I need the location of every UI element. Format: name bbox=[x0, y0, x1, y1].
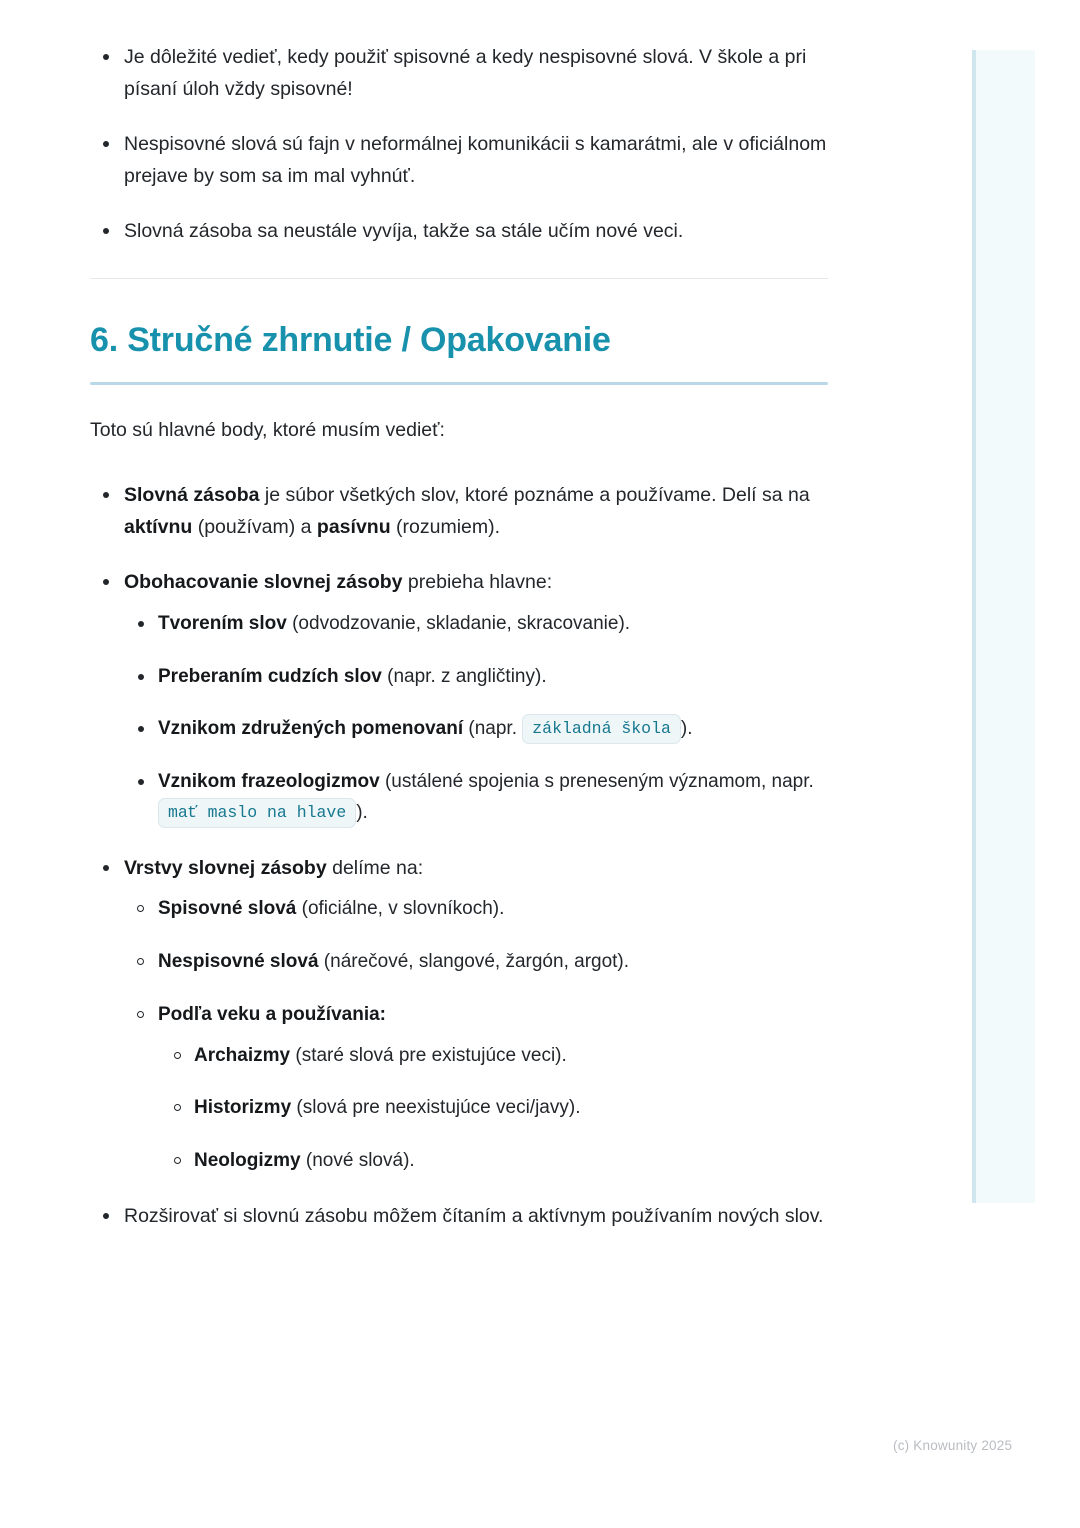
term-label: aktívnu bbox=[124, 515, 193, 538]
sublist-layers bbox=[124, 894, 830, 1177]
term-description: delíme na: bbox=[326, 856, 424, 879]
term-description: prebieha hlavne: bbox=[402, 571, 553, 594]
term-label: Vznikom frazeologizmov bbox=[158, 771, 380, 793]
summary-bullet-list bbox=[90, 480, 830, 1232]
bullet-text: Slovná zásoba sa neustále vyvíja, takže sa stále učím nové veci. bbox=[124, 220, 684, 243]
term-label: Neologizmy bbox=[194, 1150, 301, 1172]
term-description: ). bbox=[680, 718, 693, 740]
term-label: Obohacovanie slovnej zásoby bbox=[124, 571, 403, 594]
term-label: Vznikom združených pomenovaní bbox=[158, 718, 464, 740]
list-item bbox=[90, 1201, 830, 1233]
term-label: Vrstvy slovnej zásoby bbox=[124, 856, 327, 879]
term-description: (používam) a bbox=[192, 515, 317, 538]
term-label: Nespisovné slová bbox=[158, 951, 319, 973]
list-item bbox=[124, 894, 830, 925]
term-description: (napr. bbox=[463, 718, 523, 740]
term-description: (rozumiem). bbox=[390, 515, 501, 538]
term-label: Spisovné slová bbox=[158, 898, 297, 920]
list-item bbox=[158, 1041, 830, 1072]
term-description: (odvodzovanie, skladanie, skracovanie). bbox=[286, 612, 631, 634]
bullet-text: Nespisovné slová sú fajn v neformálnej komunikácii s kamarátmi, ale v oficiálnom prejave by som sa im mal vyhnúť. bbox=[124, 133, 827, 187]
code-chip: základná škola bbox=[522, 714, 681, 744]
list-item bbox=[124, 662, 830, 693]
term-description: je súbor všetkých slov, ktoré poznáme a používame. Delí sa na bbox=[259, 484, 810, 507]
term-label: Podľa veku a používania: bbox=[158, 1003, 386, 1025]
heading-underline bbox=[90, 382, 828, 385]
bullet-text: Je dôležité vedieť, kedy použiť spisovné a kedy nespisovné slová. V škole a pri písaní úloh vždy spisovné! bbox=[124, 46, 807, 100]
term-description: ). bbox=[356, 801, 368, 823]
top-bullet-list bbox=[90, 42, 830, 248]
list-item bbox=[90, 42, 830, 105]
code-chip: mať maslo na hlave bbox=[158, 798, 356, 828]
list-item bbox=[124, 1000, 830, 1177]
term-label: Historizmy bbox=[194, 1097, 292, 1119]
sublist-enrichment bbox=[124, 609, 830, 829]
list-item bbox=[90, 216, 830, 248]
term-label: Tvorením slov bbox=[158, 612, 287, 634]
list-item bbox=[124, 947, 830, 978]
footer-copyright: (c) Knowunity 2025 bbox=[893, 1438, 1013, 1453]
term-label: pasívnu bbox=[316, 515, 391, 538]
term-description: (napr. z angličtiny). bbox=[381, 665, 547, 687]
section-divider bbox=[90, 278, 828, 279]
term-description: (oficiálne, v slovníkoch). bbox=[296, 898, 505, 920]
term-label: Archaizmy bbox=[194, 1044, 291, 1066]
term-description: (staré slová pre existujúce veci). bbox=[290, 1044, 567, 1066]
term-label: Slovná zásoba bbox=[124, 484, 260, 507]
list-item bbox=[90, 853, 830, 1177]
term-description: (slová pre neexistujúce veci/javy). bbox=[291, 1097, 581, 1119]
term-label: Preberaním cudzích slov bbox=[158, 665, 382, 687]
list-item bbox=[90, 480, 830, 543]
list-item bbox=[158, 1146, 830, 1177]
list-item bbox=[158, 1093, 830, 1124]
term-description: (ustálené spojenia s preneseným významom, napr. bbox=[379, 771, 814, 793]
page-title: 6. Stručné zhrnutie / Opakovanie bbox=[90, 320, 611, 359]
page-side-strip-edge bbox=[972, 50, 976, 1203]
term-description: (nárečové, slangové, žargón, argot). bbox=[318, 951, 630, 973]
list-item bbox=[124, 767, 830, 829]
list-item bbox=[90, 567, 830, 828]
page-side-strip bbox=[972, 50, 1035, 1203]
list-item bbox=[124, 714, 830, 745]
sublist-by-age bbox=[158, 1041, 830, 1177]
bullet-text: Rozširovať si slovnú zásobu môžem čítaním a aktívnym používaním nových slov. bbox=[124, 1204, 824, 1227]
list-item bbox=[124, 609, 830, 640]
section-intro-text: Toto sú hlavné body, ktoré musím vedieť: bbox=[90, 418, 445, 441]
term-description: (nové slová). bbox=[300, 1150, 415, 1172]
list-item bbox=[90, 129, 830, 192]
